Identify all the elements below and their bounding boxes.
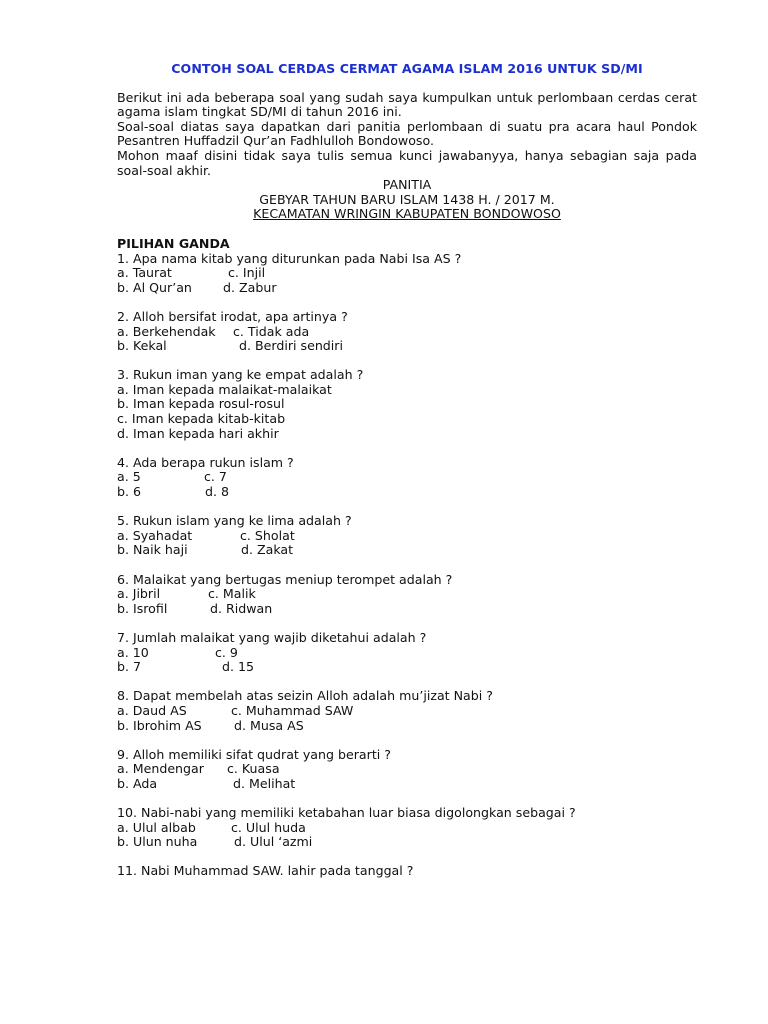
question-text: 10. Nabi-nabi yang memiliki ketabahan luar biasa digolongkan sebagai ?: [117, 805, 576, 821]
option-d: d. Berdiri sendiri: [239, 338, 343, 354]
option-a: a. Ulul albab: [117, 819, 196, 835]
event-name: GEBYAR TAHUN BARU ISLAM 1438 H. / 2017 M.: [259, 191, 555, 207]
option-a: a. 10: [117, 644, 149, 660]
option-a: a. 5: [117, 469, 141, 485]
option-a: a. Iman kepada malaikat-malaikat: [117, 381, 332, 397]
question-2: [117, 310, 697, 354]
question-text: 5. Rukun islam yang ke lima adalah ?: [117, 513, 352, 529]
option-b: b. Ulun nuha: [117, 834, 198, 850]
option-b: b. Iman kepada rosul-rosul: [117, 396, 285, 412]
option-a: a. Berkehendak: [117, 323, 216, 339]
question-1: [117, 252, 697, 296]
question-text: 8. Dapat membelah atas seizin Alloh adalah mu’jizat Nabi ?: [117, 688, 493, 704]
question-text: 2. Alloh bersifat irodat, apa artinya ?: [117, 308, 348, 324]
intro-paragraph-3: Mohon maaf disini tidak saya tulis semua kunci jawabanyya, hanya sebagian saja pada soal-soal akhir.: [117, 147, 697, 178]
option-d: d. Ulul ‘azmi: [234, 834, 313, 850]
option-d: d. 8: [205, 484, 230, 500]
option-c: c. 7: [204, 469, 227, 485]
committee-label: PANITIA: [382, 177, 432, 193]
section-heading: PILIHAN GANDA: [117, 235, 230, 251]
option-c: c. Injil: [228, 265, 266, 281]
option-a: a. Mendengar: [117, 761, 204, 777]
document-page: [117, 62, 697, 894]
question-8: [117, 689, 697, 733]
intro-paragraph-2: Soal-soal diatas saya dapatkan dari panitia perlombaan di suatu pra acara haul Pondok Pesantren Huffadzil Qur’an Fadhlulloh Bondowoso.: [117, 118, 697, 149]
option-d: d. Melihat: [233, 775, 296, 791]
option-c: c. Muhammad SAW: [231, 702, 354, 718]
option-b: b. Al Qur’an: [117, 279, 192, 295]
option-a: a. Jibril: [117, 586, 161, 602]
question-text: 6. Malaikat yang bertugas meniup terompet adalah ?: [117, 571, 453, 587]
option-b: b. 6: [117, 484, 142, 500]
question-text: 4. Ada berapa rukun islam ?: [117, 454, 294, 470]
option-b: b. Ada: [117, 775, 158, 791]
intro-text: [117, 91, 697, 179]
option-c: c. Ulul huda: [231, 819, 306, 835]
question-10: [117, 806, 697, 850]
option-d: d. 15: [222, 659, 255, 675]
question-text: 1. Apa nama kitab yang diturunkan pada Nabi Isa AS ?: [117, 250, 462, 266]
option-b: b. Kekal: [117, 338, 167, 354]
question-9: [117, 748, 697, 792]
option-d: d. Zabur: [223, 279, 277, 295]
question-11: [117, 864, 697, 879]
option-c: c. Sholat: [240, 527, 295, 543]
option-b: b. Ibrohim AS: [117, 717, 202, 733]
question-text: 7. Jumlah malaikat yang wajib diketahui adalah ?: [117, 629, 427, 645]
option-d: d. Zakat: [241, 542, 294, 558]
question-4: [117, 456, 697, 500]
option-c: c. Malik: [208, 586, 256, 602]
question-text: 11. Nabi Muhammad SAW. lahir pada tanggal ?: [117, 863, 414, 879]
option-d: d. Iman kepada hari akhir: [117, 425, 279, 441]
option-b: b. 7: [117, 659, 142, 675]
question-7: [117, 631, 697, 675]
option-c: c. Kuasa: [227, 761, 280, 777]
option-c: c. Iman kepada kitab-kitab: [117, 411, 286, 427]
option-c: c. Tidak ada: [233, 323, 310, 339]
option-a: a. Taurat: [117, 265, 172, 281]
option-a: a. Daud AS: [117, 702, 187, 718]
intro-paragraph-1: Berikut ini ada beberapa soal yang sudah saya kumpulkan untuk perlombaan cerdas cerat agama islam tingkat SD/MI di tahun 2016 ini.: [117, 89, 697, 120]
question-6: [117, 573, 697, 617]
option-b: b. Isrofil: [117, 600, 168, 616]
event-location: KECAMATAN WRINGIN KABUPATEN BONDOWOSO: [253, 206, 561, 222]
question-text: 9. Alloh memiliki sifat qudrat yang berarti ?: [117, 746, 391, 762]
option-d: d. Ridwan: [210, 600, 273, 616]
option-d: d. Musa AS: [234, 717, 304, 733]
question-5: [117, 514, 697, 558]
question-3: [117, 368, 697, 441]
document-title: CONTOH SOAL CERDAS CERMAT AGAMA ISLAM 2016 UNTUK SD/MI: [171, 61, 643, 76]
option-a: a. Syahadat: [117, 527, 193, 543]
option-c: c. 9: [215, 644, 238, 660]
option-b: b. Naik haji: [117, 542, 188, 558]
committee-block: [117, 178, 697, 222]
question-text: 3. Rukun iman yang ke empat adalah ?: [117, 367, 364, 383]
